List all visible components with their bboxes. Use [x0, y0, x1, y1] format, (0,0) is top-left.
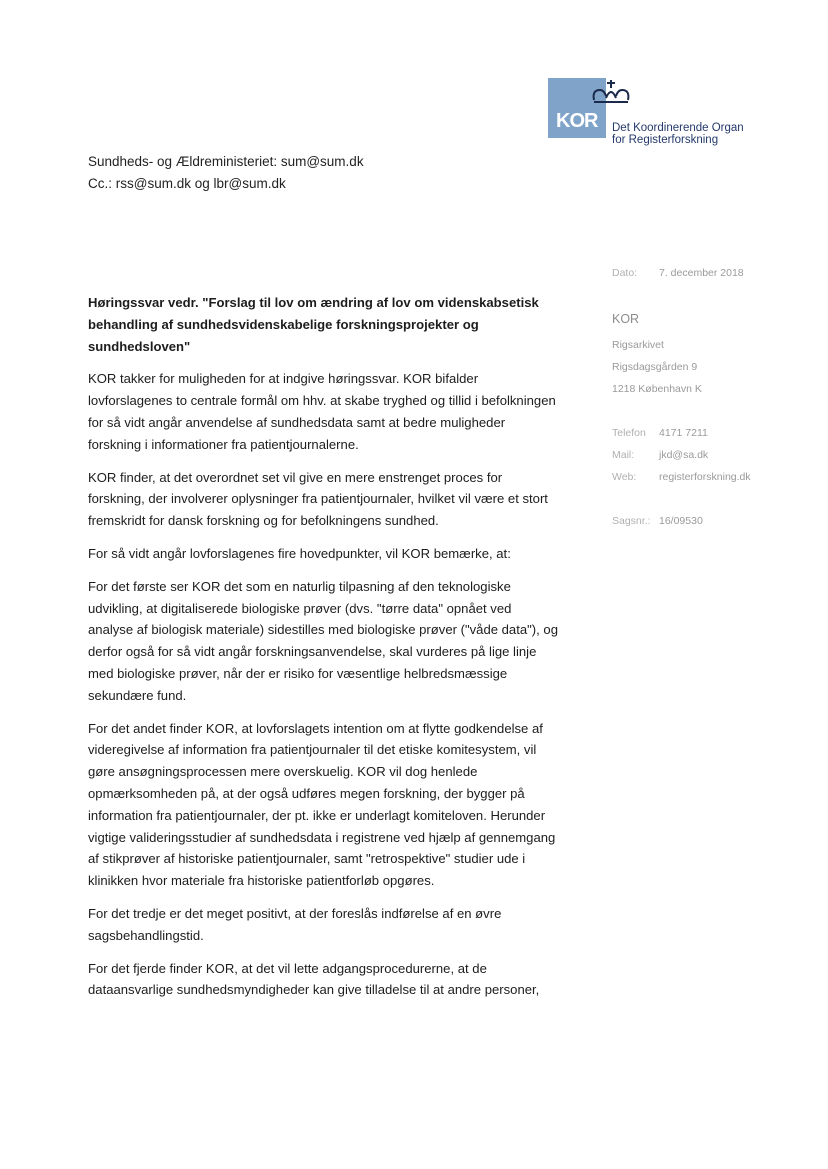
paragraph-2: KOR finder, at det overordnet set vil give en mere enstrenget proces for forskning, der involverer oplysninger fra patientjournaler, hvilket vil være et stort fremskridt for dansk forskning og for befolkningens sundhed. [88, 469, 548, 529]
phone-row [612, 427, 708, 439]
web-value: registerforskning.dk [659, 471, 751, 483]
recipients [88, 151, 364, 195]
case-label: Sagsnr.: [612, 515, 651, 527]
phone-label: Telefon [612, 427, 646, 439]
logo-text: KOR [556, 110, 598, 132]
paragraph-5: For det andet finder KOR, at lovforslagets intention om at flytte godkendelse af videregivelse af information fra patientjournaler til det etiske komitesystem, vil gøre ansøgningsprocessen mere overskuelig. KOR vil dog henlede opmærksomheden på, at der også udføres megen forskning, der bygger på information fra patientjournaler, der pt. ikke er underlagt komiteloven. Herunder vigtige valideringsstudier af sundhedsdata i registrene ved hjælp af gennemgang af stikprøver af historiske patientjournaler, samt "retrospektive" studier ude i klinikken hvor materiale fra historiske patientforløb opgøres. [88, 720, 556, 889]
mail-label: Mail: [612, 449, 635, 461]
org-name-line2: for Registerforskning [612, 134, 719, 146]
org-name-line1: Det Koordinerende Organ [612, 122, 744, 134]
paragraph-7: For det fjerde finder KOR, at det vil lette adgangsprocedurerne, at de dataansvarlige sundhedsmyndigheder kan give tilladelse til at andre personer, [88, 960, 540, 998]
date-value: 7. december 2018 [659, 267, 744, 279]
recipient-cc: Cc.: rss@sum.dk og lbr@sum.dk [88, 176, 286, 191]
crown-icon [586, 78, 636, 108]
web-row [612, 471, 751, 483]
paragraph-3: For så vidt angår lovforslagenes fire hovedpunkter, vil KOR bemærke, at: [88, 545, 511, 561]
letter-body [88, 292, 558, 1012]
address-line-2: Rigsdagsgården 9 [612, 361, 698, 373]
mail-value: jkd@sa.dk [659, 449, 709, 461]
date-label: Dato: [612, 267, 638, 279]
kor-logo [548, 78, 748, 148]
letter-subject: Høringssvar vedr. "Forslag til lov om ændring af lov om videnskabsetisk behandling af sundhedsvidenskabelige forskningsprojekter og sundhedsloven" [88, 295, 539, 354]
phone-value: 4171 7211 [659, 427, 708, 439]
sender-org: KOR [612, 312, 640, 326]
case-value: 16/09530 [659, 515, 703, 527]
web-label: Web: [612, 471, 637, 483]
paragraph-4: For det første ser KOR det som en naturlig tilpasning af den teknologiske udvikling, at digitaliserede biologiske prøver (dvs. "tørre data" opnået ved analyse af biologisk materiale) sidestilles med biologiske prøver ("våde data"), og derfor også for så vidt angår forskningsanvendelse, skal vurderes på lige linje med biologiske prøver, når der er risiko for væsentlige helbredsmæssige sekundære fund. [88, 578, 558, 703]
paragraph-6: For det tredje er det meget positivt, at der foreslås indførelse af en øvre sagsbehandlingstid. [88, 905, 502, 943]
paragraph-1: KOR takker for muligheden for at indgive høringssvar. KOR bifalder lovforslagenes to centrale formål om hhv. at skabe tryghed og tillid i befolkningen for så vidt angår anvendelse af sundhedsdata samt at bedre muligheder forskning i informationer fra patientjournalerne. [88, 371, 556, 452]
mail-row [612, 449, 708, 461]
case-row [612, 515, 703, 527]
recipient-primary: Sundheds- og Ældreministeriet: sum@sum.dk [88, 154, 364, 169]
address-line-1: Rigsarkivet [612, 339, 664, 351]
address-line-3: 1218 København K [612, 383, 702, 395]
date-row [612, 267, 744, 279]
